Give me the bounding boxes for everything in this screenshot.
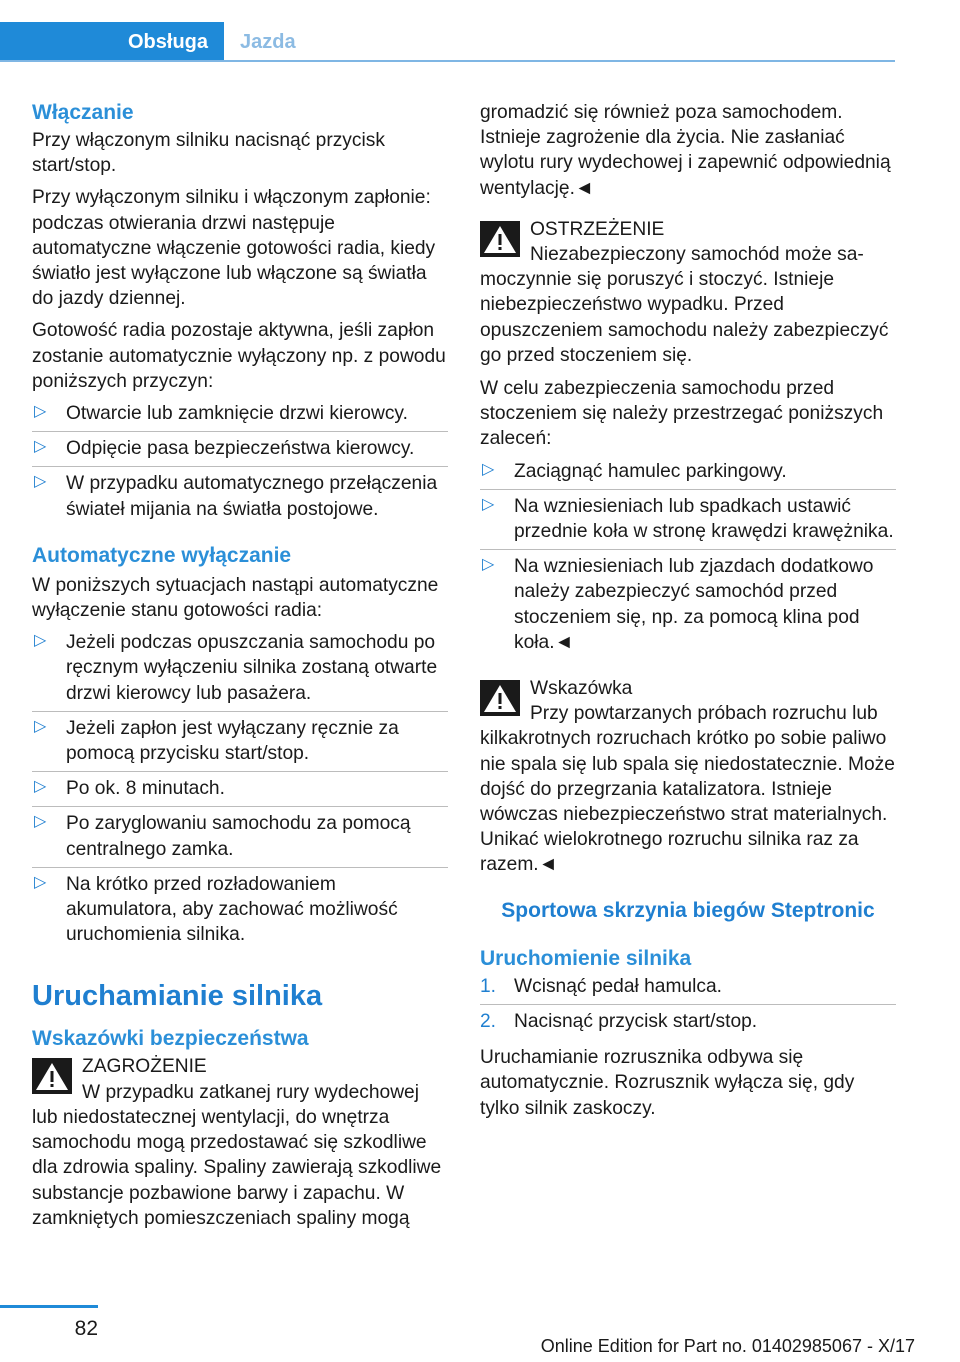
paragraph: W poniższych sytuacjach nastąpi automatyczne wyłączenie stanu gotowości radia: <box>32 574 439 622</box>
list-item <box>32 711 448 771</box>
notice-text-first: W przypadku zatkanej rury wydechowej <box>82 1081 419 1103</box>
hint-notice <box>480 676 896 878</box>
paragraph: Uruchamianie rozrusznika odbywa się automatycznie. Rozrusznik wyłącza się, gdy tylko silnik zaskoczy. <box>480 1047 855 1119</box>
heading-wlaczanie: Włączanie <box>32 101 134 124</box>
triangle-right-bullet-icon: ▷ <box>482 460 495 478</box>
chapter-tabs <box>0 22 895 62</box>
triangle-right-bullet-icon: ▷ <box>34 813 47 831</box>
paragraph: gromadzić się również poza samochodem. Istnieje zagrożenie dla życia. Nie zasłaniać wylotu rury wydechowej i zapewnić odpowiednią wentylację.◄ <box>480 102 891 199</box>
bullet-list <box>32 401 448 527</box>
triangle-right-bullet-icon: ▷ <box>34 632 47 650</box>
list-item <box>32 867 448 953</box>
list-item <box>480 459 896 489</box>
triangle-right-bullet-icon: ▷ <box>482 495 495 513</box>
notice-text: kilkakrotnych rozruchach krótko po sobie paliwo nie spala się lub spala się niedostatecznie. Może dojść do przegrzania katalizatora. Istnieje wówczas niebezpieczeństwo strat materialnych. Unikać wielokrotnego rozruchu silnika raz za razem.◄ <box>480 728 895 876</box>
left-column <box>32 100 448 1239</box>
triangle-right-bullet-icon: ▷ <box>34 473 47 491</box>
numbered-list <box>480 974 896 1039</box>
warning-triangle-icon <box>480 221 520 257</box>
paragraph: Gotowość radia pozostaje aktywna, jeśli zapłon zostanie automatycznie wyłączony np. z powodu poniższych przyczyn: <box>32 320 446 392</box>
list-item-text: Po ok. 8 minutach. <box>66 778 225 800</box>
tab-divider <box>0 60 895 62</box>
notice-title: ZAGROŻENIE <box>82 1056 207 1078</box>
list-item <box>480 549 896 660</box>
edition-note: Online Edition for Part no. 01402985067 - X/17 <box>540 1336 915 1356</box>
list-item <box>32 630 448 711</box>
tab-obsluga[interactable]: Obsługa <box>0 22 224 62</box>
list-item-text: Na wzniesieniach lub spadkach ustawić przednie koła w stronę krawędzi krawężnika. <box>514 495 894 543</box>
bullet-list <box>32 630 448 952</box>
notice-text: lub niedostatecznej wentylacji, do wnętrza samochodu mogą przedostawać się szkodliwe dla zdrowia spaliny. Spaliny zawierają szkodliwe substancje pozbawione barwy i zapachu. W zamkniętych pomieszczeniach spaliny mogą <box>32 1106 442 1229</box>
list-item <box>480 974 896 1004</box>
list-item <box>32 466 448 526</box>
notice-title: Wskazówka <box>530 678 633 700</box>
tab-jazda[interactable]: Jazda <box>240 31 296 53</box>
triangle-right-bullet-icon: ▷ <box>34 438 47 456</box>
triangle-right-bullet-icon: ▷ <box>482 556 495 574</box>
triangle-right-bullet-icon: ▷ <box>34 873 47 891</box>
list-item-text: Odpięcie pasa bezpieczeństwa kierowcy. <box>66 438 415 460</box>
list-item-text: Zaciągnąć hamulec parkingowy. <box>514 460 787 482</box>
notice-text-first: Przy powtarzanych próbach rozruchu lub <box>530 703 878 725</box>
paragraph: W celu zabezpieczenia samochodu przed stoczeniem się należy przestrzegać poniższych zaleceń: <box>480 378 884 450</box>
heading-uruchomienie-silnika: Uruchomienie silnika <box>480 946 692 970</box>
notice-text-first: Niezabezpieczony samochód może sa- <box>530 244 864 266</box>
notice-title: OSTRZEŻENIE <box>530 218 665 240</box>
heading-sportowa-skrzynia: Sportowa skrzynia biegów Steptronic <box>501 898 875 922</box>
warning-notice <box>480 217 896 368</box>
list-item <box>480 489 896 549</box>
footer-accent-line <box>0 1305 98 1308</box>
warning-triangle-icon <box>480 680 520 716</box>
warning-triangle-icon <box>32 1058 72 1094</box>
list-item-text: W przypadku automatycznego przełączenia świateł mijania na światła postojowe. <box>66 473 438 520</box>
right-column <box>480 100 896 1128</box>
list-item-text: Na wzniesieniach lub zjazdach dodatkowo należy zabezpieczyć samochód przed stoczeniem się, np. za pomocą klina pod koła.◄ <box>514 556 874 653</box>
paragraph: Przy włączonym silniku nacisnąć przycisk start/stop. <box>32 130 385 177</box>
list-item <box>32 401 448 431</box>
list-item <box>480 1004 896 1039</box>
notice-text: moczynnie się poruszyć i stoczyć. Istnieje niebezpieczeństwo wypadku. Przed opuszczeniem samochodu należy zabezpieczyć go przed stoczeniem się. <box>480 269 889 366</box>
step-number: 1. <box>480 975 497 997</box>
paragraph: Przy wyłączonym silniku i włączonym zapłonie: podczas otwierania drzwi następuje automatyczne włączenie gotowości radia, kiedy światło jest wyłączone lub włączone są światła do jazdy dziennej. <box>32 187 436 310</box>
list-item-text: Jeżeli zapłon jest wyłączany ręcznie za pomocą przycisku start/stop. <box>66 717 399 765</box>
list-item-text: Na krótko przed rozładowaniem akumulatora, aby zachować możliwość uruchomienia silnika. <box>66 873 398 946</box>
list-item-text: Nacisnąć przycisk start/stop. <box>514 1010 758 1032</box>
danger-notice <box>32 1054 448 1230</box>
list-item <box>32 771 448 806</box>
triangle-right-bullet-icon: ▷ <box>34 403 47 421</box>
triangle-right-bullet-icon: ▷ <box>34 778 47 796</box>
list-item <box>32 431 448 466</box>
page-number: 82 <box>74 1317 98 1340</box>
list-item-text: Jeżeli podczas opuszczania samochodu po ręcznym wyłączeniu silnika zostaną otwarte drzwi kierowcy lub pasażera. <box>66 632 438 704</box>
list-item <box>32 806 448 866</box>
list-item-text: Otwarcie lub zamknięcie drzwi kierowcy. <box>66 403 408 425</box>
heading-uruchamianie-silnika: Uruchamianie silnika <box>32 980 323 1013</box>
list-item-text: Wcisnąć pedał hamulca. <box>514 975 722 997</box>
list-item-text: Po zaryglowaniu samochodu za pomocą centralnego zamka. <box>66 813 411 860</box>
heading-automatyczne-wylaczanie: Automatyczne wyłączanie <box>32 543 292 567</box>
step-number: 2. <box>480 1010 497 1032</box>
triangle-right-bullet-icon: ▷ <box>34 717 47 735</box>
bullet-list <box>480 459 896 660</box>
heading-wskazowki-bezpieczenstwa: Wskazówki bezpieczeństwa <box>32 1027 309 1051</box>
